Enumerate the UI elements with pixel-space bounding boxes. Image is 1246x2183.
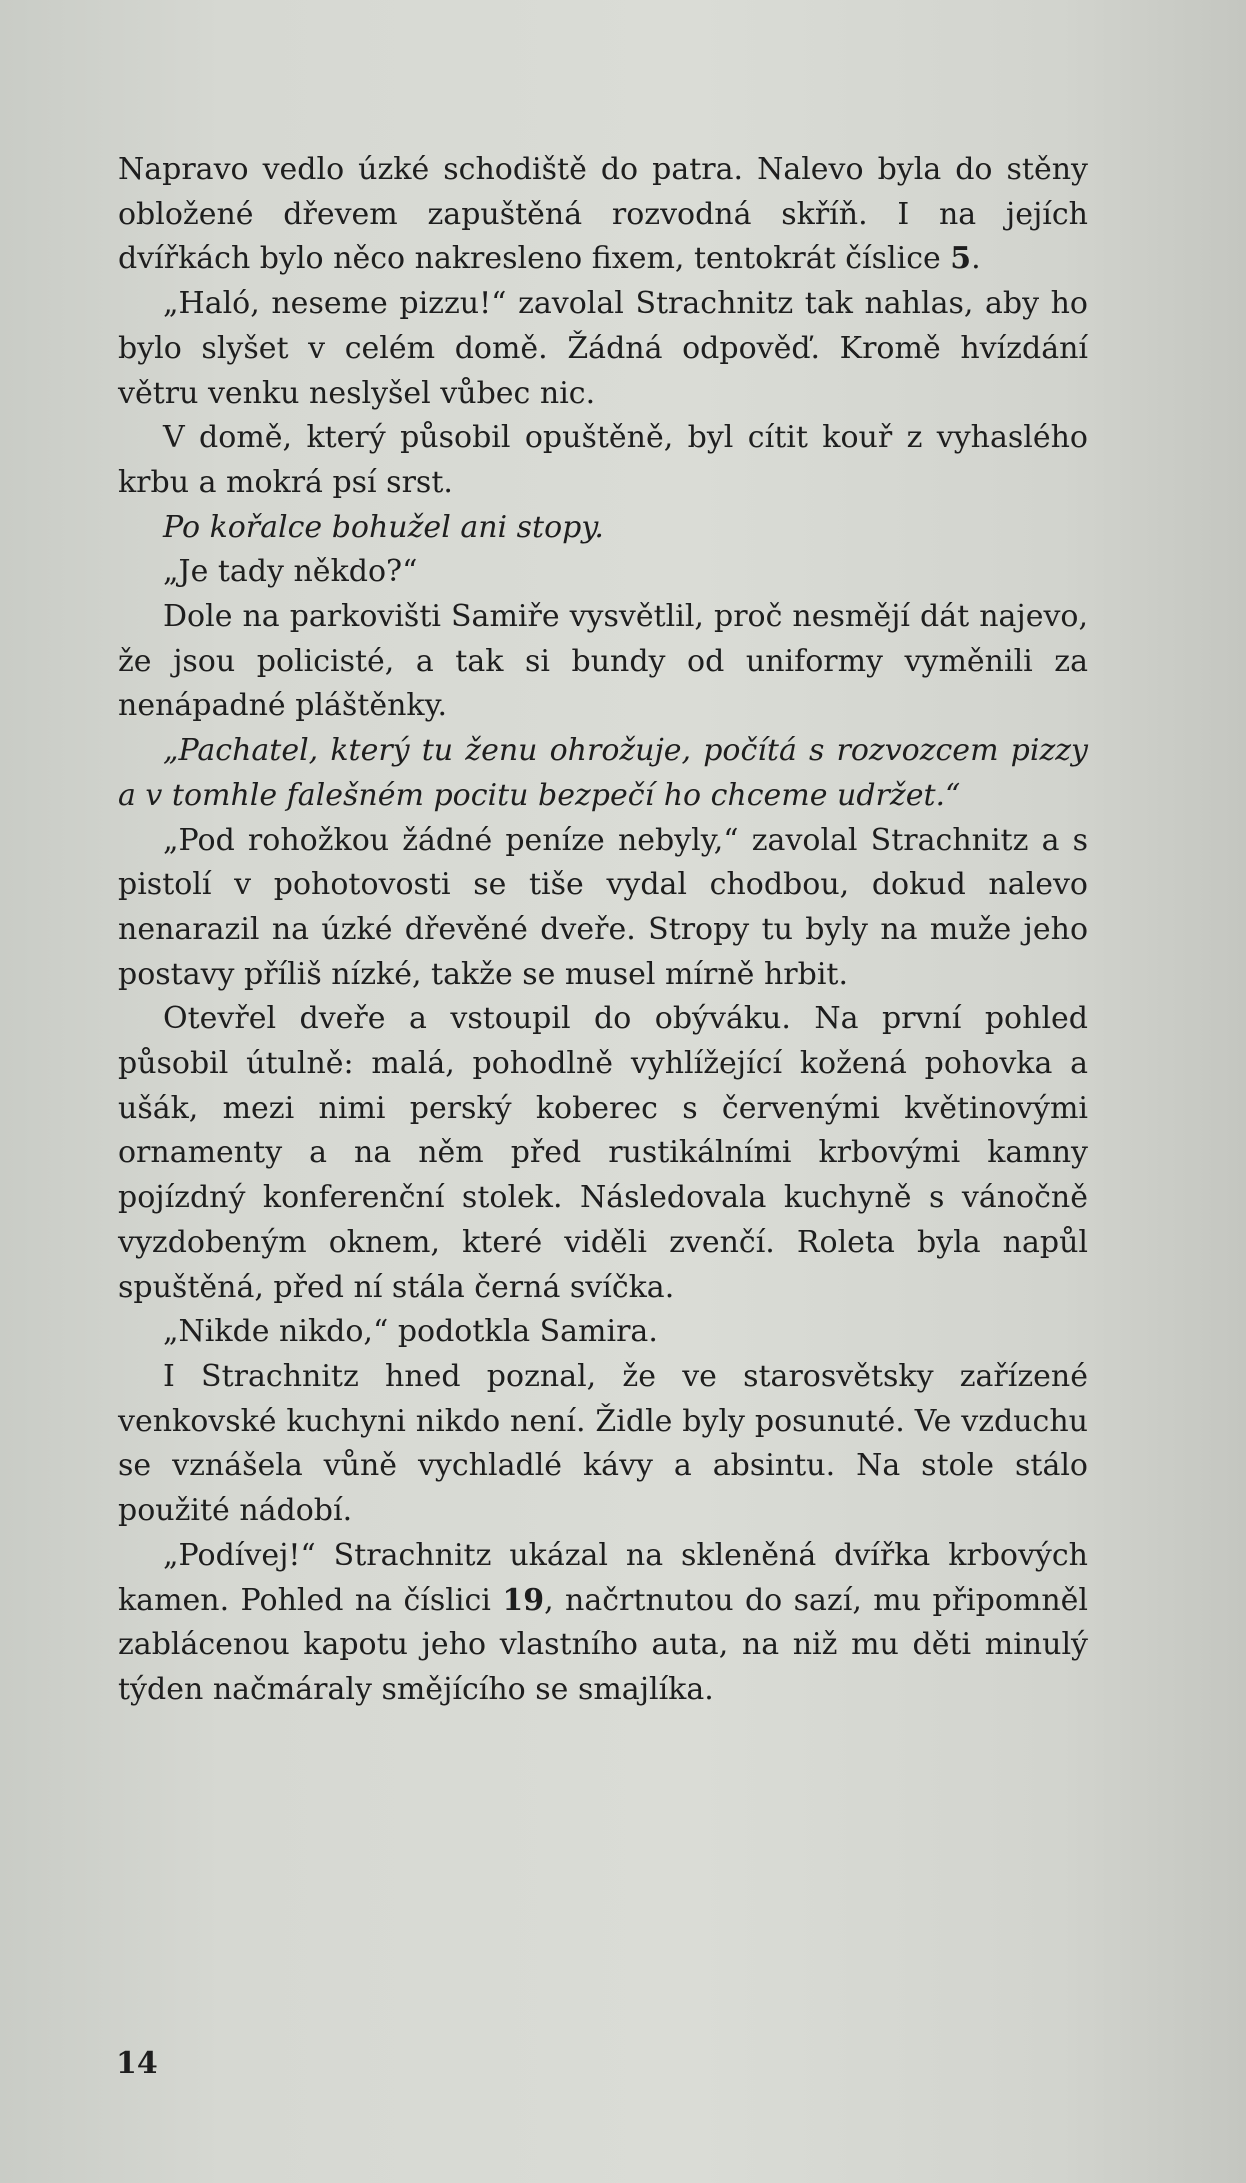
paragraph: „Nikde nikdo,“ podotkla Samira.: [163, 1314, 658, 1350]
paragraph: „Podívej!“ Strachnitz ukázal na skleněná dvířka krbových kamen. Pohled na číslici 19, načrtnutou do sazí, mu připomněl zablácenou kapotu jeho vlastního auta, na niž mu děti minulý týden načmáraly smějícího se smajlíka.: [118, 1537, 1089, 1707]
book-page-text: [118, 148, 1088, 1713]
paragraph: V domě, který působil opuštěně, byl cítit kouř z vyhaslého krbu a mokrá psí srst.: [118, 420, 1088, 500]
paragraph-italic: „Pachatel, který tu ženu ohrožuje, počítá s rozvozcem pizzy a v tomhle falešném pocitu bezpečí ho chceme udržet.“: [118, 733, 1088, 813]
paragraph: Dole na parkovišti Samiře vysvětlil, proč nesmějí dát najevo, že jsou policisté, a tak si bundy od uniformy vyměnili za nenápadné pláštěnky.: [118, 599, 1088, 724]
paragraph: „Pod rohožkou žádné peníze nebyly,“ zavolal Strachnitz a s pistolí v pohotovosti se tiše vydal chodbou, dokud nalevo nenarazil na úzké dřevěné dveře. Stropy tu byly na muže jeho postavy příliš nízké, takže se musel mírně hrbit.: [118, 822, 1088, 992]
paragraph: I Strachnitz hned poznal, že ve starosvětsky zařízené venkovské kuchyni nikdo není. Židle byly posunuté. Ve vzduchu se vznášela vůně vychladlé kávy a absintu. Na stole stálo použité nádobí.: [118, 1358, 1088, 1529]
paragraph-italic: Po kořalce bohužel ani stopy.: [163, 509, 604, 545]
bold-numeral: 19: [502, 1582, 545, 1618]
paragraph: Otevřel dveře a vstoupil do obýváku. Na první pohled působil útulně: malá, pohodlně vyhlížející kožená pohovka a ušák, mezi nimi perský koberec s červenými květinovými ornamenty a na něm před rustikálními krbovými kamny pojízdný konferenční stolek. Následovala kuchyně s vánočně vyzdobeným oknem, které viděli zvenčí. Roleta byla napůl spuštěná, před ní stála černá svíčka.: [118, 1001, 1088, 1305]
paragraph: Napravo vedlo úzké schodiště do patra. Nalevo byla do stěny obložené dřevem zapuštěná rozvodná skříň. I na jejích dvířkách bylo něco nakresleno fixem, tentokrát číslice 5.: [118, 152, 1088, 277]
paragraph: „Haló, neseme pizzu!“ zavolal Strachnitz tak nahlas, aby ho bylo slyšet v celém domě. Žádná odpověď. Kromě hvízdání větru venku neslyšel vůbec nic.: [118, 286, 1088, 411]
page-number: 14: [116, 2046, 158, 2081]
paragraph: „Je tady někdo?“: [163, 554, 418, 590]
bold-numeral: 5: [950, 241, 972, 277]
